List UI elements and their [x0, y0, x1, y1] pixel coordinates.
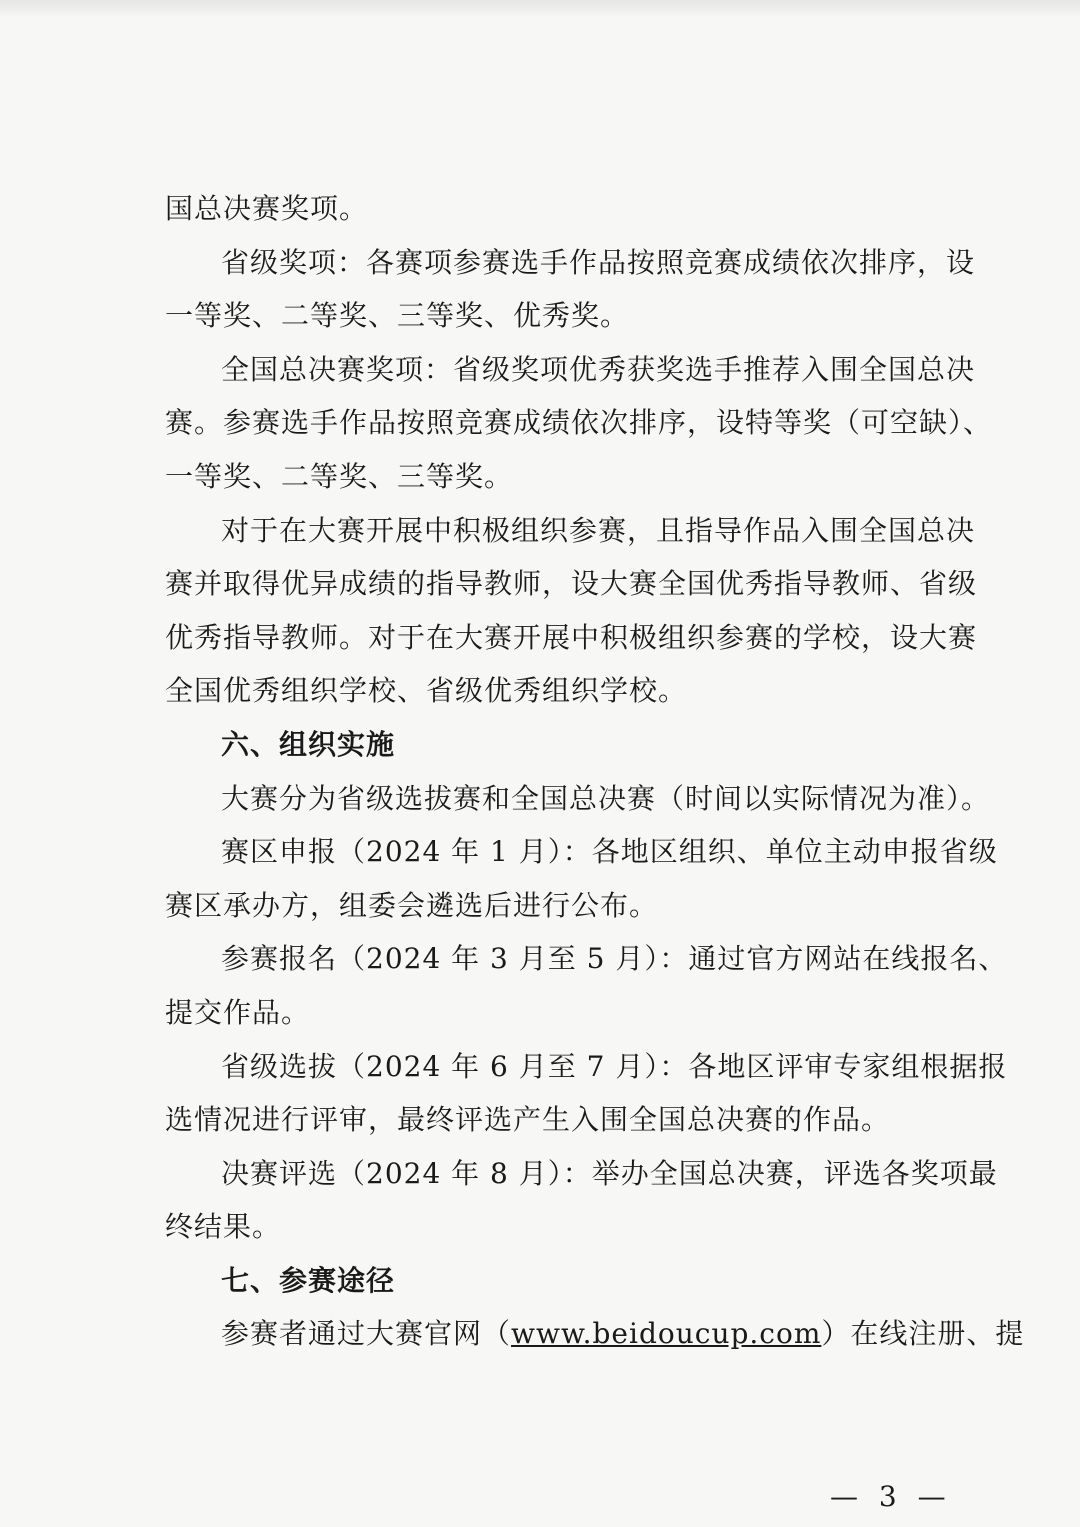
text-line: 赛并取得优异成绩的指导教师，设大赛全国优秀指导教师、省级 [165, 567, 978, 601]
text-line-with-url [165, 1307, 1025, 1361]
text-line: 省级选拔（2024 年 6 月至 7 月）：各地区评审专家组根据报 [221, 1049, 1008, 1083]
text-segment: 参赛者通过大赛官网（ [221, 1317, 512, 1351]
text-line: 赛区承办方，组委会遴选后进行公布。 [165, 888, 659, 922]
text-line: 一等奖、二等奖、三等奖、优秀奖。 [165, 299, 630, 333]
text-line: 一等奖、二等奖、三等奖。 [165, 459, 514, 493]
contest-website-link[interactable]: www.beidoucup.com [511, 1317, 822, 1351]
text-line: 优秀指导教师。对于在大赛开展中积极组织参赛的学校，设大赛 [165, 620, 978, 654]
section-heading: 七、参赛途径 [221, 1263, 396, 1297]
text-line: 选情况进行评审，最终评选产生入围全国总决赛的作品。 [165, 1103, 891, 1137]
text-line: 省级奖项：各赛项参赛选手作品按照竞赛成绩依次排序，设 [221, 245, 976, 279]
scan-edge-shadow [0, 0, 1080, 18]
text-segment: ）在线注册、提 [821, 1317, 1025, 1351]
text-line: 全国优秀组织学校、省级优秀组织学校。 [165, 674, 688, 708]
text-line: 赛。参赛选手作品按照竞赛成绩依次排序，设特等奖（可空缺）、 [165, 406, 993, 440]
text-line: 参赛报名（2024 年 3 月至 5 月）：通过官方网站在线报名、 [221, 942, 1008, 976]
text-line: 终结果。 [165, 1210, 282, 1244]
text-line: 赛区申报（2024 年 1 月）：各地区组织、单位主动申报省级 [221, 835, 998, 869]
text-line: 大赛分为省级选拔赛和全国总决赛（时间以实际情况为准）。 [221, 781, 991, 815]
section-heading: 六、组织实施 [221, 727, 396, 761]
page-number: — 3 — [830, 1480, 952, 1513]
document-body [165, 182, 1025, 1361]
text-line: 决赛评选（2024 年 8 月）：举办全国总决赛，评选各奖项最 [221, 1156, 998, 1190]
text-line: 提交作品。 [165, 995, 311, 1029]
text-line: 对于在大赛开展中积极组织参赛，且指导作品入围全国总决 [221, 513, 976, 547]
text-line: 全国总决赛奖项：省级奖项优秀获奖选手推荐入围全国总决 [221, 352, 976, 386]
text-line: 国总决赛奖项。 [165, 192, 369, 225]
